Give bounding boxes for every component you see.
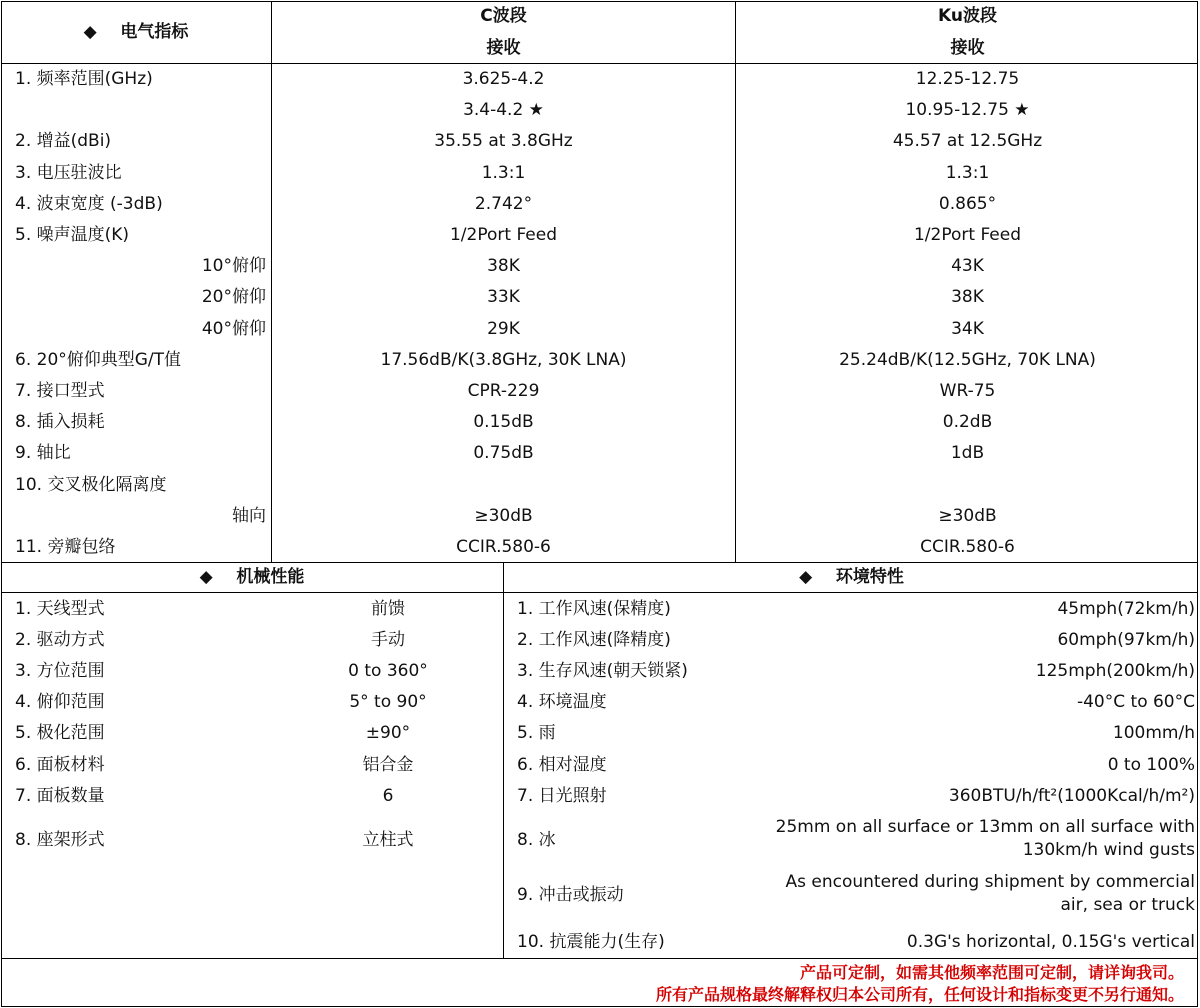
divider-header [1,63,1198,64]
environment-title: 环境特性 [835,567,904,587]
c-band-value: 17.56dB/K(3.8GHz, 30K LNA) [380,349,627,370]
ku-band-value: 38K [951,287,984,308]
env-value: 60mph(97km/h) [1057,630,1195,650]
electrical-title: 电气指标 [120,22,189,42]
c-band-value: CCIR.580-6 [456,537,551,557]
mech-label: 3. 方位范围 [15,661,105,681]
divider-electrical-bottom [1,562,1198,563]
env-value-line: As encountered during shipment by commercial [785,872,1195,892]
mech-label: 8. 座架形式 [15,830,105,850]
environment-section-header [504,565,1199,589]
c-band-value: 29K [487,318,520,339]
env-label: 9. 冲击或振动 [517,885,624,905]
env-label: 1. 工作风速(保精度) [517,599,671,619]
ku-band-value: 34K [951,318,984,339]
ku-band-value: WR-75 [939,381,996,401]
ku-band-value: 43K [951,256,984,277]
c-band-value: CPR-229 [467,381,540,401]
divider-mech-env [503,562,504,959]
row-label [15,98,270,122]
mech-value: 铝合金 [362,755,414,775]
ku-band-value: 45.57 at 12.5GHz [892,131,1043,152]
diamond-icon: ◆ [799,567,813,587]
mech-value: 前馈 [371,599,405,619]
ku-band-value: 12.25-12.75 [915,69,1020,89]
env-value-line: 130km/h wind gusts [1022,840,1195,860]
mech-label: 1. 天线型式 [15,599,105,619]
env-value-line: air, sea or truck [1060,895,1195,915]
env-label: 2. 工作风速(降精度) [517,630,671,650]
env-value: 0.3G's horizontal, 0.15G's vertical [906,932,1195,952]
env-value: -40°C to 60°C [1076,692,1195,712]
c-band-header: C波段 [480,6,527,26]
c-band-value [272,473,735,497]
row-label: 1. 频率范围(GHz) [15,69,153,89]
electrical-section-header [0,20,272,44]
env-value: 100mm/h [1112,723,1195,743]
env-value: 45mph(72km/h) [1057,599,1195,619]
divider-notes [1,958,1198,959]
mech-value: ±90° [365,723,411,743]
ku-band-value: ≥30dB [938,505,997,526]
row-label: 9. 轴比 [15,443,71,464]
ku-band-value: CCIR.580-6 [920,537,1015,557]
ku-band-value [736,473,1199,497]
env-value: 0 to 100% [1107,755,1195,775]
ku-band-value: 0.2dB [942,412,993,433]
mech-value: 0 to 360° [348,661,428,681]
ku-band-value: 25.24dB/K(12.5GHz, 70K LNA) [839,349,1096,370]
mech-value: 立柱式 [362,830,414,850]
ku-band-value: 0.865° [938,193,997,214]
c-band-receive: 接收 [486,38,521,58]
c-band-value: 3.4-4.2 ★ [463,100,544,121]
env-value: 360BTU/h/ft²(1000Kcal/h/m²) [948,786,1195,806]
c-band-value: 33K [487,287,520,308]
mech-label: 2. 驱动方式 [15,630,105,650]
row-label: 3. 电压驻波比 [15,162,122,183]
env-label: 6. 相对湿度 [517,755,607,775]
c-band-value: 0.75dB [473,443,534,464]
mechanical-section-header [0,565,504,589]
env-label: 5. 雨 [517,723,556,743]
env-label: 10. 抗震能力(生存) [517,932,665,952]
c-band-value: 3.625-4.2 [462,69,545,89]
diamond-icon: ◆ [199,567,213,587]
mechanical-title: 机械性能 [236,567,305,587]
ku-band-value: 1/2Port Feed [913,225,1022,245]
diamond-icon: ◆ [83,22,97,42]
env-value-line: 25mm on all surface or 13mm on all surface with [775,817,1195,837]
ku-band-value: 10.95-12.75 ★ [905,100,1030,121]
row-label: 2. 增益(dBi) [15,131,112,152]
row-label: 5. 噪声温度(K) [15,225,130,245]
row-label: 40°俯仰 [201,318,266,339]
c-band-value: 1/2Port Feed [449,225,558,245]
ku-band-header: Ku波段 [938,6,997,26]
ku-band-value: 1dB [950,443,985,464]
row-label: 20°俯仰 [201,287,266,308]
c-band-value: ≥30dB [474,505,533,526]
ku-band-value: 1.3:1 [945,162,990,183]
c-band-value: 1.3:1 [481,162,526,183]
env-label: 8. 冰 [517,830,556,850]
env-value: 125mph(200km/h) [1035,661,1195,681]
mech-value: 6 [382,786,394,806]
row-label: 10°俯仰 [201,256,266,277]
row-label: 6. 20°俯仰典型G/T值 [15,349,182,370]
c-band-value: 0.15dB [473,412,534,433]
mech-label: 7. 面板数量 [15,786,105,806]
row-label: 8. 插入损耗 [15,412,105,433]
mech-value: 5° to 90° [349,692,427,712]
c-band-value: 38K [487,256,520,277]
divider-section-titles [1,592,1198,593]
row-label: 7. 接口型式 [15,381,105,401]
row-label: 轴向 [232,505,266,526]
env-label: 3. 生存风速(朝天锁紧) [517,661,688,681]
mech-value: 手动 [371,630,405,650]
row-label: 10. 交叉极化隔离度 [15,474,167,495]
c-band-value: 2.742° [474,193,533,214]
note-custom: 产品可定制，如需其他频率范围可定制，请详询我司。 [799,963,1184,982]
note-disclaimer: 所有产品规格最终解释权归本公司所有，任何设计和指标变更不另行通知。 [655,985,1184,1004]
ku-band-receive: 接收 [950,38,985,58]
row-label: 11. 旁瓣包络 [15,537,116,557]
env-label: 7. 日光照射 [517,786,607,806]
env-label: 4. 环境温度 [517,692,607,712]
mech-label: 4. 俯仰范围 [15,692,105,712]
mech-label: 5. 极化范围 [15,723,105,743]
row-label: 4. 波束宽度 (-3dB) [15,193,163,214]
c-band-value: 35.55 at 3.8GHz [434,131,573,152]
mech-label: 6. 面板材料 [15,755,105,775]
